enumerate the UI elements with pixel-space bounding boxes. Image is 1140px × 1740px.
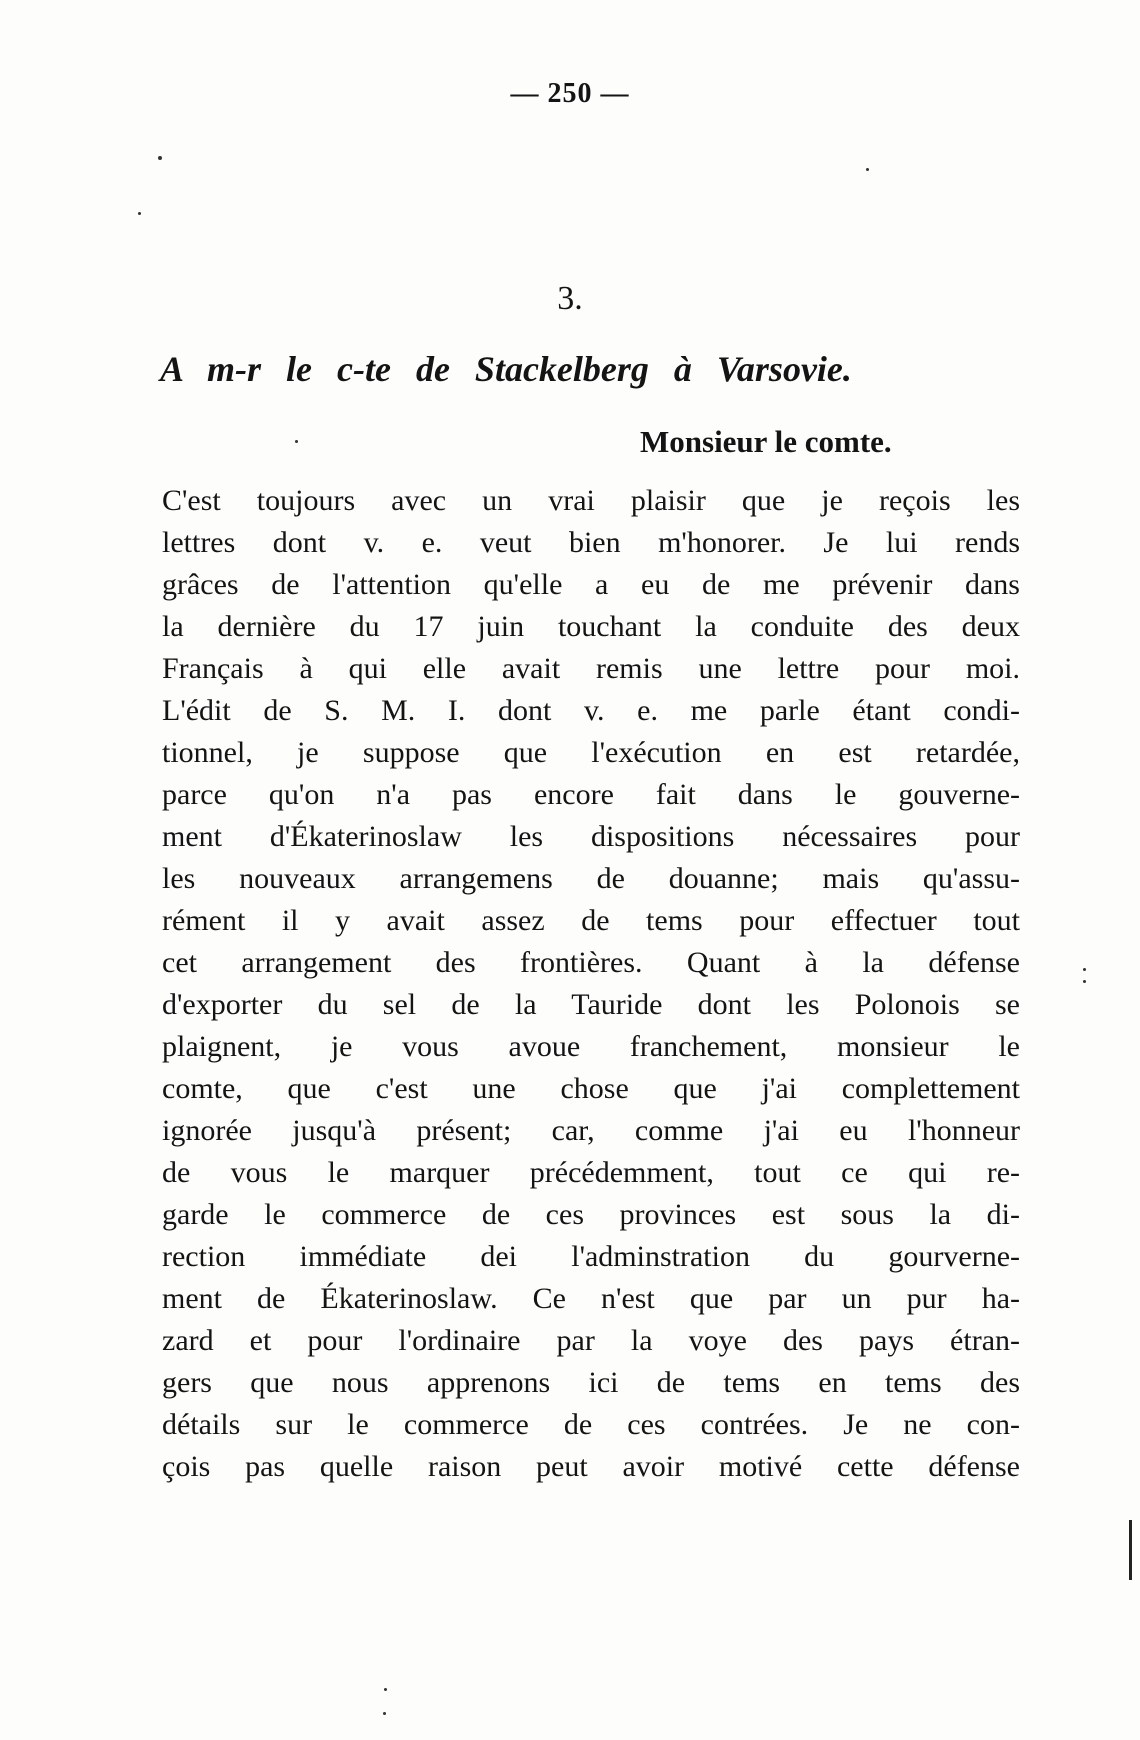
scan-speck — [1083, 968, 1086, 971]
text-line: zard et pour l'ordinaire par la voye des pays étran- — [162, 1324, 1020, 1357]
letter-address: A m-r le c-te de Stackelberg à Varsovie. — [160, 349, 852, 389]
scan-speck — [158, 156, 162, 160]
scan-speck — [384, 1688, 387, 1691]
scan-speck — [866, 168, 869, 171]
text-line: grâces de l'attention qu'elle a eu de me prévenir dans — [162, 568, 1020, 601]
text-line: tionnel, je suppose que l'exécution en est retardée, — [162, 736, 1020, 769]
text-line: les nouveaux arrangemens de douanne; mais qu'assu- — [162, 862, 1020, 895]
text-line: Français à qui elle avait remis une lettre pour moi. — [162, 652, 1020, 685]
text-line: rément il y avait assez de tems pour effectuer tout — [162, 904, 1020, 937]
letter-number: 3. — [557, 280, 583, 317]
text-line: ignorée jusqu'à présent; car, comme j'ai eu l'honneur — [162, 1114, 1020, 1147]
text-line: C'est toujours avec un vrai plaisir que je reçois les — [162, 484, 1020, 517]
scan-speck — [295, 440, 298, 443]
text-line: lettres dont v. e. veut bien m'honorer. Je lui rends — [162, 526, 1020, 559]
text-line: gers que nous apprenons ici de tems en tems des — [162, 1366, 1020, 1399]
text-line: plaignent, je vous avoue franchement, monsieur le — [162, 1030, 1020, 1063]
text-line: ment de Ékaterinoslaw. Ce n'est que par un pur ha- — [162, 1282, 1020, 1315]
scan-edge-mark — [1129, 1520, 1132, 1580]
scan-speck — [138, 212, 141, 215]
text-line: çois pas quelle raison peut avoir motivé cette défense — [162, 1450, 1020, 1483]
salutation: Monsieur le comte. — [640, 424, 892, 459]
scan-speck — [1083, 980, 1086, 983]
text-line: de vous le marquer précédemment, tout ce qui re- — [162, 1156, 1020, 1189]
scan-speck — [383, 1712, 386, 1715]
text-line: la dernière du 17 juin touchant la conduite des deux — [162, 610, 1020, 643]
text-line: ment d'Ékaterinoslaw les dispositions nécessaires pour — [162, 820, 1020, 853]
text-line: garde le commerce de ces provinces est sous la di- — [162, 1198, 1020, 1231]
text-line: cet arrangement des frontières. Quant à la défense — [162, 946, 1020, 979]
text-line: parce qu'on n'a pas encore fait dans le gouverne- — [162, 778, 1020, 811]
letter-body — [162, 480, 1020, 1488]
text-line: d'exporter du sel de la Tauride dont les Polonois se — [162, 988, 1020, 1021]
text-line: comte, que c'est une chose que j'ai complettement — [162, 1072, 1020, 1105]
text-line: détails sur le commerce de ces contrées. Je ne con- — [162, 1408, 1020, 1441]
text-line: L'édit de S. M. I. dont v. e. me parle étant condi- — [162, 694, 1020, 727]
text-line: rection immédiate dei l'adminstration du gourverne- — [162, 1240, 1020, 1273]
page-number: — 250 — — [510, 78, 630, 109]
